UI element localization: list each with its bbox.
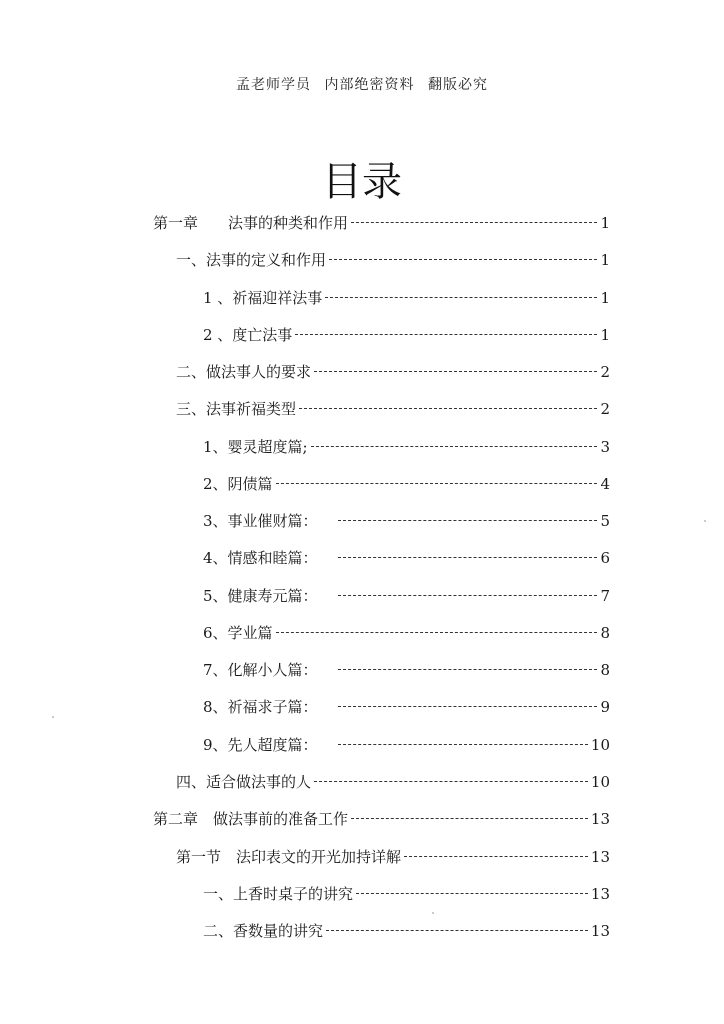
- toc-entry-label: 8、祈福求子篇：: [203, 698, 318, 716]
- toc-entry[interactable]: [176, 361, 610, 385]
- toc-entry-label: 一、上香时桌子的讲究: [203, 885, 354, 903]
- toc-entry[interactable]: [203, 622, 610, 646]
- toc-page-number: 6: [600, 549, 610, 567]
- toc-entry-label: 四、适合做法事的人: [176, 773, 312, 791]
- toc-leader: [404, 856, 588, 857]
- toc-leader: [295, 334, 597, 335]
- toc-entry-label: 5、健康寿元篇：: [203, 587, 318, 605]
- toc-entry[interactable]: [203, 920, 610, 944]
- scan-speck: [52, 716, 54, 718]
- toc-entry[interactable]: [203, 473, 610, 497]
- toc-entry[interactable]: [203, 324, 610, 348]
- toc-entry-label: 7、化解小人篇：: [203, 661, 318, 679]
- toc-leader: [338, 744, 588, 745]
- toc-entry-label: 3、事业催财篇：: [203, 512, 318, 530]
- toc-entry-label: 二、香数量的讲究: [203, 922, 324, 940]
- toc-page-number: 1: [600, 326, 610, 344]
- toc-entry-label: 1、婴灵超度篇;: [203, 438, 308, 456]
- toc-entry[interactable]: [176, 398, 610, 422]
- toc-leader: [325, 297, 597, 298]
- header-part: 翻版必究: [427, 77, 488, 93]
- toc-entry[interactable]: [176, 771, 610, 795]
- header-part: 内部绝密资料: [324, 77, 415, 93]
- toc-leader: [314, 371, 597, 372]
- toc-entry-label: 4、情感和睦篇：: [203, 549, 318, 567]
- toc-page-number: 1: [600, 214, 610, 232]
- header-part: 孟老师学员: [236, 77, 312, 93]
- toc-entry-label: 9、先人超度篇：: [203, 736, 318, 754]
- toc-page-number: 2: [600, 363, 610, 381]
- toc-entry[interactable]: [203, 734, 610, 758]
- page-title: 目录: [322, 159, 402, 205]
- toc-leader: [314, 781, 588, 782]
- toc-leader: [276, 632, 597, 633]
- toc-page-number: 10: [590, 773, 610, 791]
- toc-entry[interactable]: [203, 659, 610, 683]
- toc-entry[interactable]: [176, 846, 610, 870]
- toc-entry-label: 2、阴债篇: [203, 475, 273, 493]
- toc-page-number: 10: [590, 736, 610, 754]
- toc-page-number: 9: [600, 698, 610, 716]
- toc-leader: [338, 595, 597, 596]
- toc-leader: [299, 408, 597, 409]
- toc-page-number: 5: [600, 512, 610, 530]
- toc-entry-label: 第一节 法印表文的开光加持详解: [176, 848, 402, 866]
- scan-speck: [704, 520, 706, 522]
- toc-page-number: 8: [600, 624, 610, 642]
- toc-entry-label: 1 、祈福迎祥法事: [203, 289, 323, 307]
- toc-leader: [329, 259, 597, 260]
- toc-entry-label: 二、做法事人的要求: [176, 363, 312, 381]
- toc-entry[interactable]: [203, 436, 610, 460]
- toc-page-number: 8: [600, 661, 610, 679]
- toc-leader: [356, 893, 588, 894]
- toc-leader: [326, 930, 588, 931]
- toc-leader: [338, 520, 597, 521]
- toc-entry-label: 6、学业篇: [203, 624, 273, 642]
- toc-entry[interactable]: [203, 883, 610, 907]
- confidential-header: [0, 74, 724, 94]
- toc-leader: [311, 446, 597, 447]
- toc-page-number: 13: [590, 885, 610, 903]
- toc-entry-label: 第二章 做法事前的准备工作: [153, 810, 349, 828]
- toc-entry-label: 三、法事祈福类型: [176, 400, 297, 418]
- scan-speck: [432, 912, 434, 914]
- toc-entry[interactable]: [203, 585, 610, 609]
- toc-page-number: 13: [590, 922, 610, 940]
- toc-leader: [276, 483, 597, 484]
- toc-entry[interactable]: [203, 287, 610, 311]
- toc-entry[interactable]: [203, 510, 610, 534]
- toc-page-number: 4: [600, 475, 610, 493]
- toc-leader: [338, 669, 597, 670]
- toc-leader: [338, 557, 597, 558]
- toc-page-number: 13: [590, 810, 610, 828]
- toc-leader: [351, 222, 597, 223]
- toc-page-number: 1: [600, 251, 610, 269]
- toc-entry[interactable]: [153, 808, 610, 832]
- toc-entry[interactable]: [203, 547, 610, 571]
- toc-entry[interactable]: [176, 249, 610, 273]
- toc-entry[interactable]: [203, 696, 610, 720]
- toc-entry-label: 2 、度亡法事: [203, 326, 293, 344]
- toc-page-number: 3: [600, 438, 610, 456]
- toc-page-number: 2: [600, 400, 610, 418]
- toc-page-number: 13: [590, 848, 610, 866]
- toc-leader: [338, 706, 597, 707]
- toc-entry-label: 一、法事的定义和作用: [176, 251, 327, 269]
- toc-leader: [351, 818, 588, 819]
- toc-page-number: 7: [600, 587, 610, 605]
- toc-entry-label: 第一章 法事的种类和作用: [153, 214, 349, 232]
- toc-page-number: 1: [600, 289, 610, 307]
- toc-entry[interactable]: [153, 212, 610, 236]
